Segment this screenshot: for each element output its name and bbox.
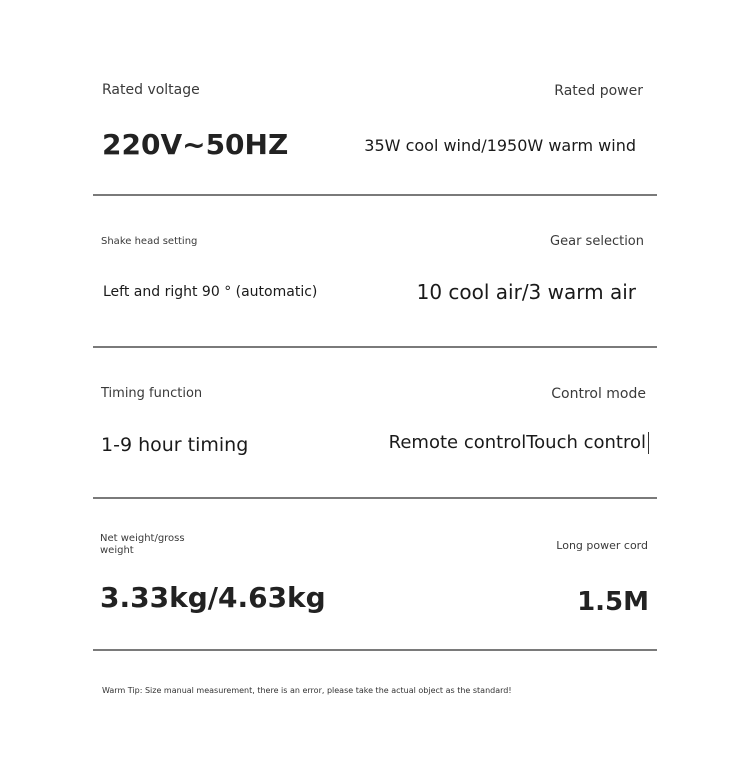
text-cursor-mark	[648, 432, 649, 454]
spec-row-voltage-power	[93, 70, 657, 196]
timing-value: 1-9 hour timing	[101, 434, 249, 456]
control-mode-label: Control mode	[551, 386, 646, 402]
weight-value: 3.33kg/4.63kg	[100, 581, 326, 614]
power-cord-label: Long power cord	[556, 539, 648, 552]
timing-label: Timing function	[101, 386, 203, 401]
warm-tip-note: Warm Tip: Size manual measurement, there is an error, please take the actual object as the standard!	[102, 686, 512, 695]
gear-selection-value: 10 cool air/3 warm air	[416, 280, 636, 304]
rated-voltage-value: 220V~50HZ	[102, 128, 289, 161]
gear-selection-label: Gear selection	[550, 234, 644, 249]
spec-row-timing-control	[93, 348, 657, 499]
spec-row-shake-gear	[93, 196, 657, 348]
power-cord-value: 1.5M	[577, 587, 649, 617]
control-mode-value-wrap	[389, 432, 649, 454]
spec-row-weight-cord	[93, 499, 657, 651]
shake-head-label: Shake head setting	[101, 236, 198, 247]
rated-power-label: Rated power	[554, 83, 643, 99]
shake-head-value: Left and right 90 ° (automatic)	[103, 284, 318, 300]
weight-label: Net weight/gross weight	[100, 533, 185, 556]
rated-power-value: 35W cool wind/1950W warm wind	[364, 136, 636, 155]
control-mode-value: Remote controlTouch control	[388, 432, 646, 453]
rated-voltage-label: Rated voltage	[102, 82, 200, 98]
